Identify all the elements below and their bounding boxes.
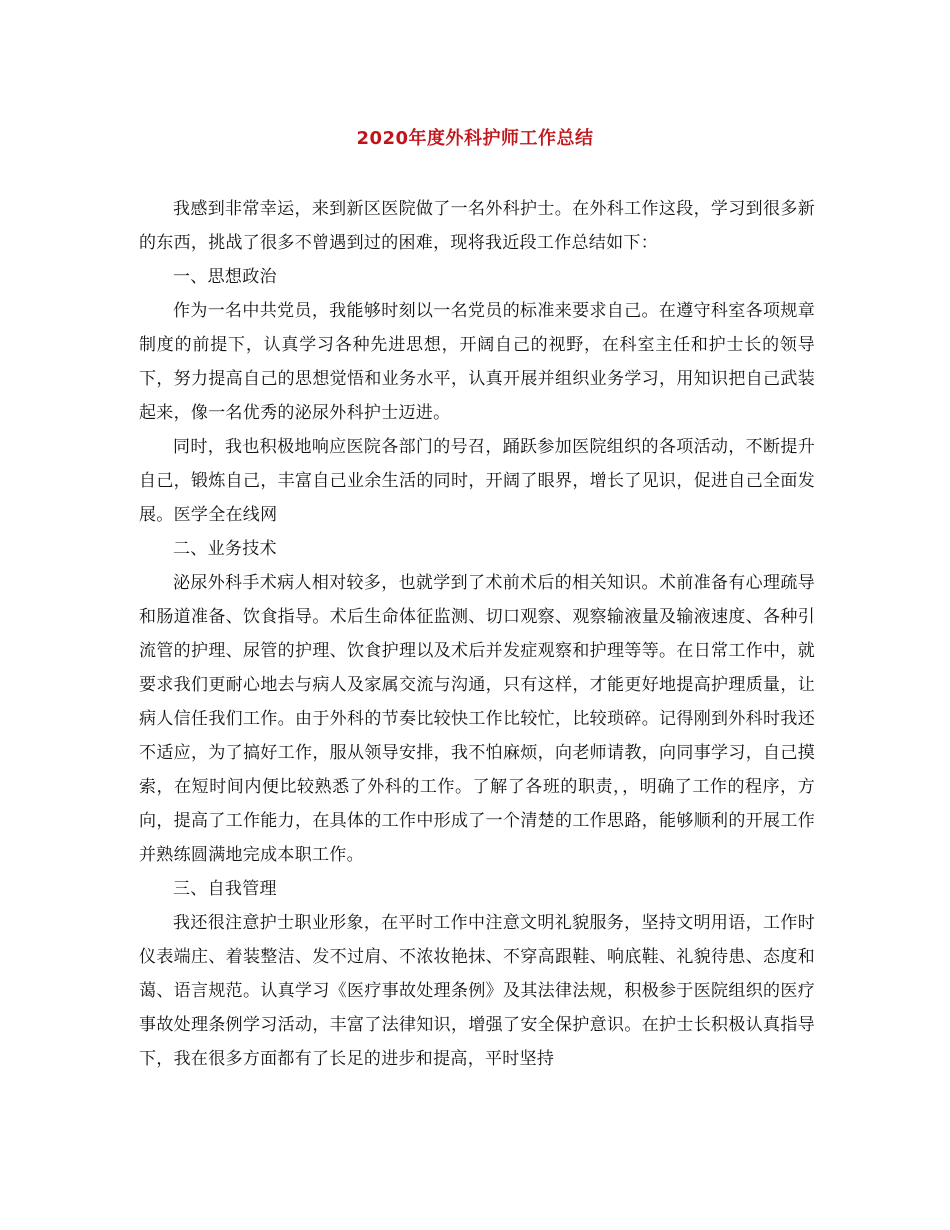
paragraph-politics: 作为一名中共党员，我能够时刻以一名党员的标准来要求自己。在遵守科室各项规章制度的前提下，认真学习各种先进思想，开阔自己的视野，在科室主任和护士长的领导下，努力提高自己的思想觉悟和业务水平，认真开展并组织业务学习，用知识把自己武装起来，像一名优秀的泌尿外科护士迈进。 — [139, 301, 815, 423]
paragraph-intro: 我感到非常幸运，来到新区医院做了一名外科护士。在外科工作这段，学习到很多新的东西，挑战了很多不曾遇到过的困难，现将我近段工作总结如下： — [139, 199, 815, 253]
document-title: 2020年度外科护师工作总结 — [356, 128, 594, 149]
document-body — [139, 192, 815, 1076]
paragraph-self-management: 我还很注意护士职业形象，在平时工作中注意文明礼貌服务，坚持文明用语，工作时仪表端庄、着装整洁、发不过肩、不浓妆艳抹、不穿高跟鞋、响底鞋、礼貌待患、态度和蔼、语言规范。认真学习《医疗事故处理条例》及其法律法规，积极参于医院组织的医疗事故处理条例学习活动，丰富了法律知识，增强了安全保护意识。在护士长积极认真指导下，我在很多方面都有了长足的进步和提高，平时坚持 — [139, 913, 815, 1069]
paragraph-skills: 泌尿外科手术病人相对较多，也就学到了术前术后的相关知识。术前准备有心理疏导和肠道准备、饮食指导。术后生命体征监测、切口观察、观察输液量及输液速度、各种引流管的护理、尿管的护理、饮食护理以及术后并发症观察和护理等等。在日常工作中，就要求我们更耐心地去与病人及家属交流与沟通，只有这样，才能更好地提高护理质量，让病人信任我们工作。由于外科的节奏比较快工作比较忙，比较琐碎。记得刚到外科时我还不适应，为了搞好工作，服从领导安排，我不怕麻烦，向老师请教，向同事学习，自己摸索，在短时间内便比较熟悉了外科的工作。了解了各班的职责，，明确了工作的程序，方向，提高了工作能力，在具体的工作中形成了一个清楚的工作思路，能够顺利的开展工作并熟练圆满地完成本职工作。 — [139, 573, 815, 865]
paragraph-activities: 同时，我也积极地响应医院各部门的号召，踊跃参加医院组织的各项活动，不断提升自己，锻炼自己，丰富自己业余生活的同时，开阔了眼界，增长了见识，促进自己全面发展。医学全在线网 — [139, 437, 815, 525]
section-heading-self-management: 三、自我管理 — [173, 879, 277, 899]
section-heading-skills: 二、业务技术 — [173, 539, 277, 559]
section-heading-politics: 一、思想政治 — [173, 267, 277, 287]
